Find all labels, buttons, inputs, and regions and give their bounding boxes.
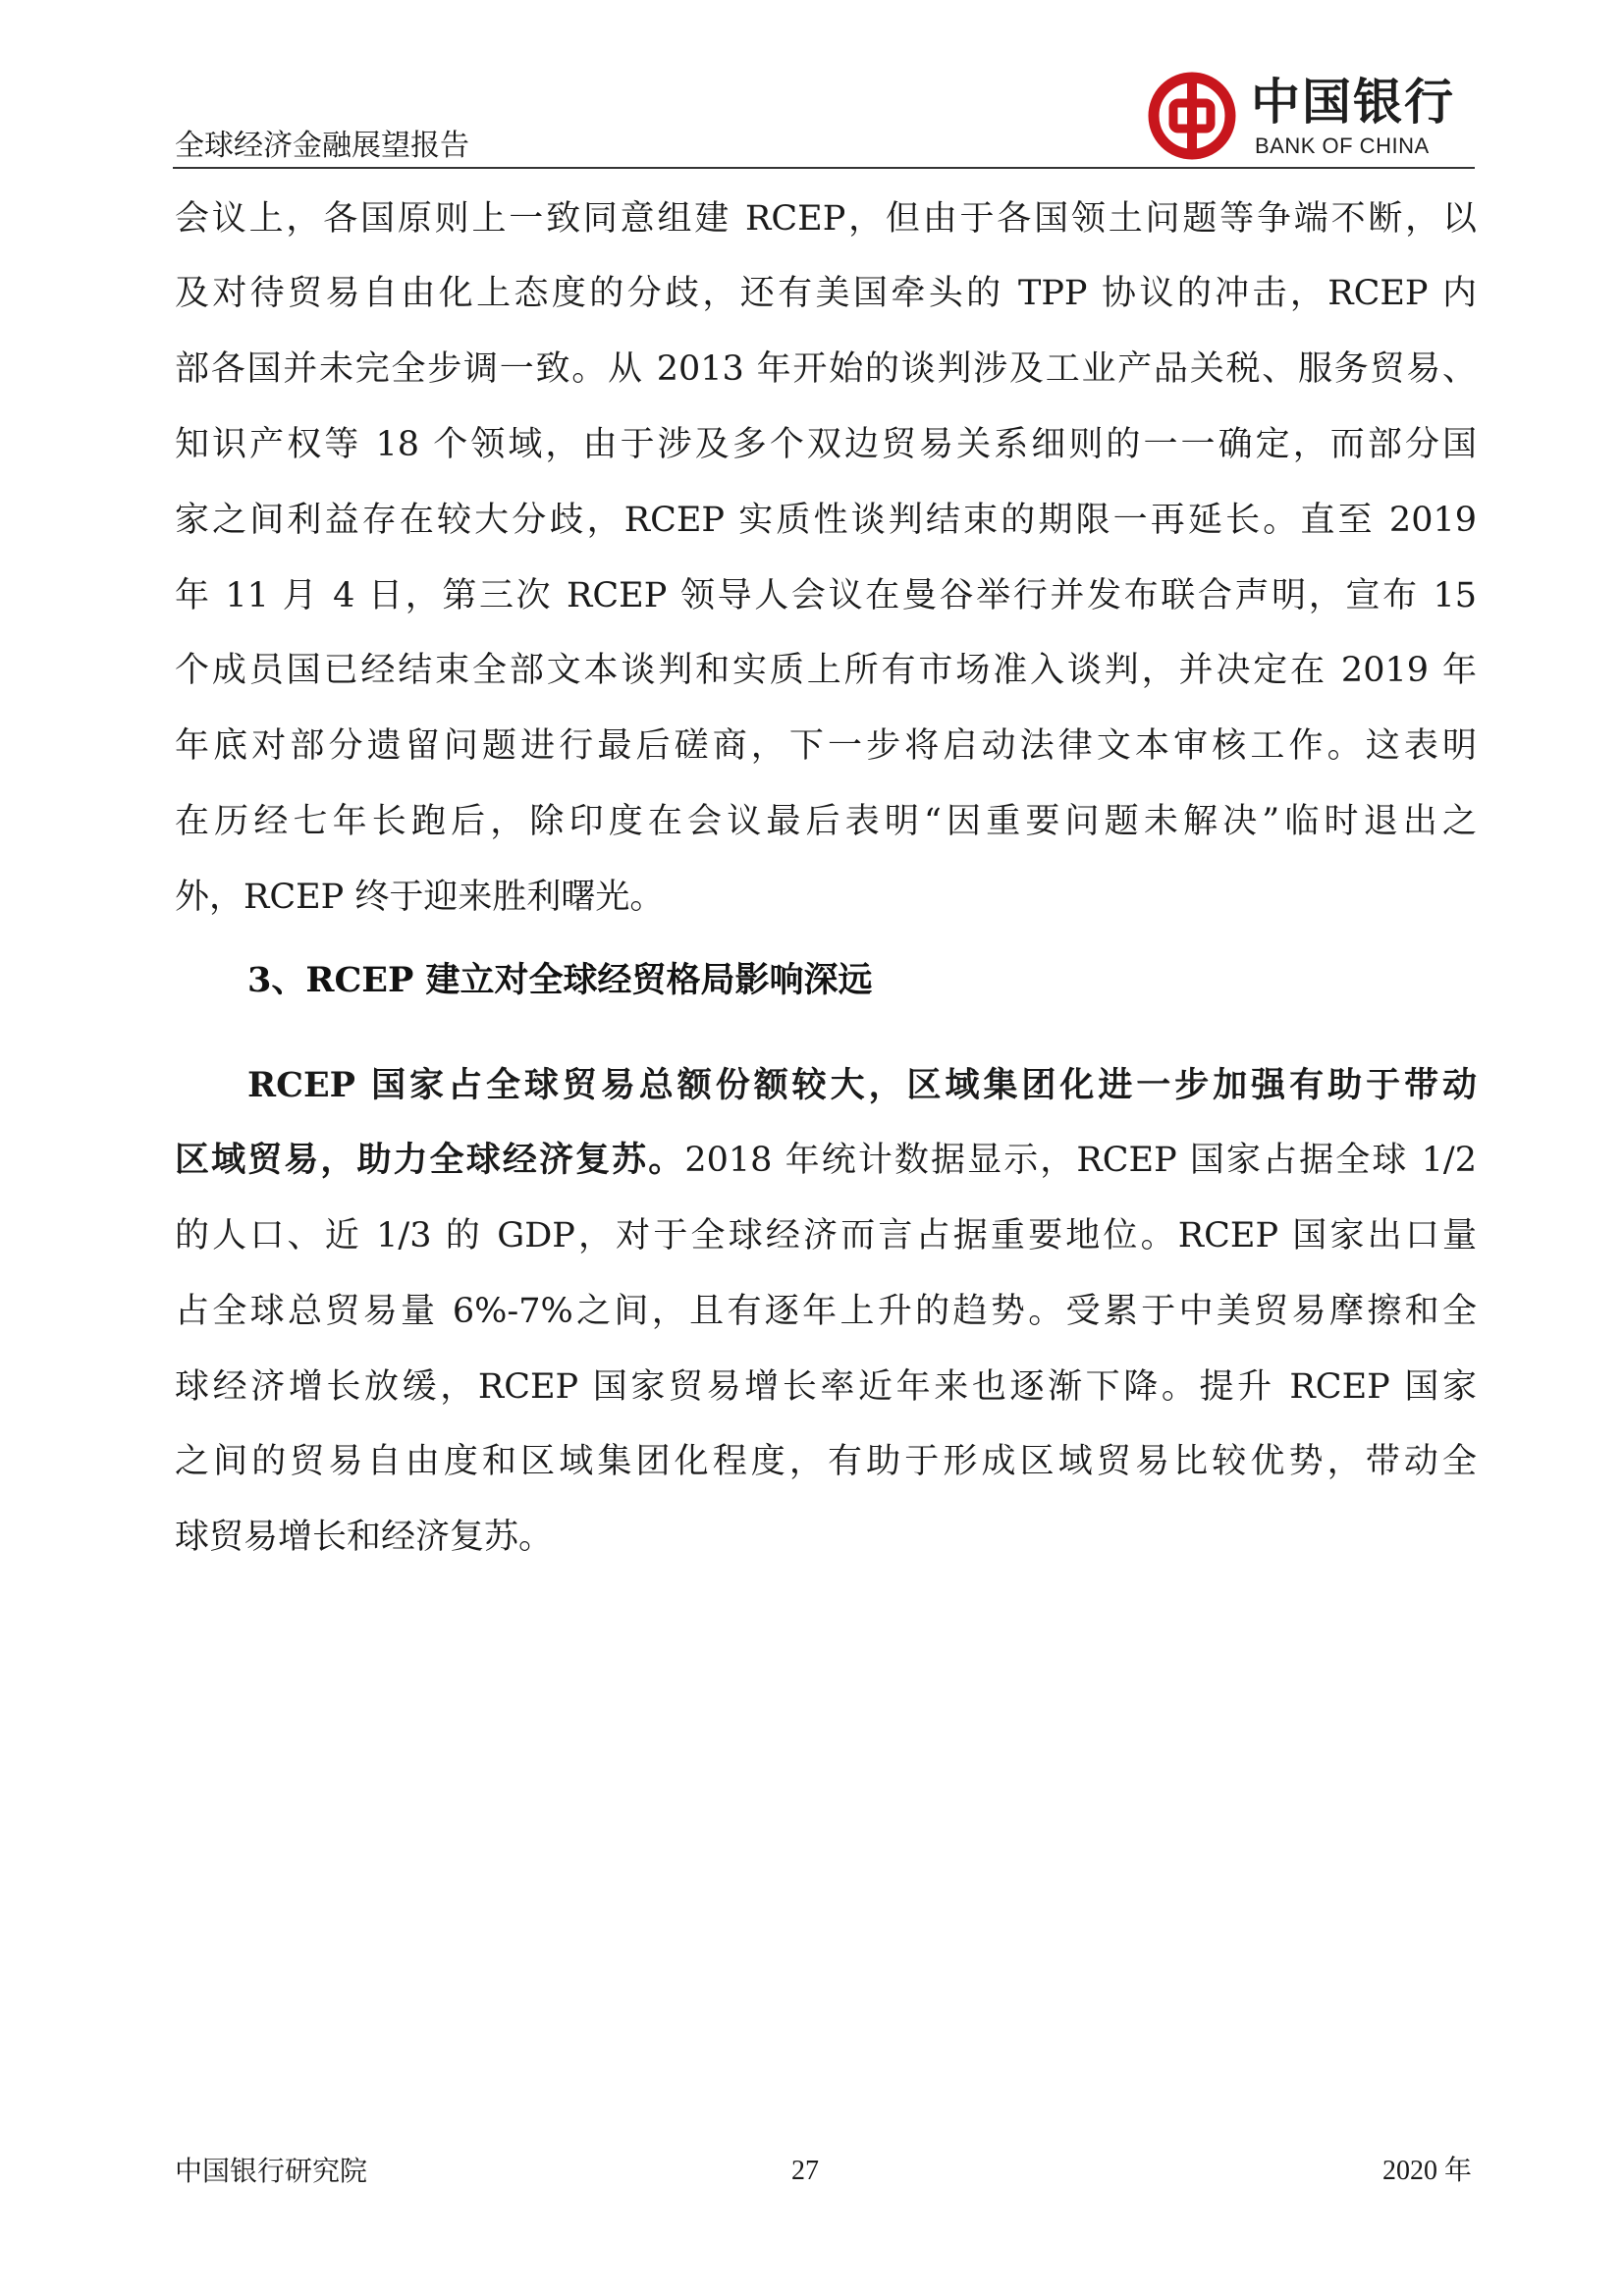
page-number: 27: [791, 2156, 819, 2186]
footer-year: 2020 年: [1382, 2156, 1473, 2186]
paragraph-lead-bold: RCEP 国家占全球贸易总额份额较大，区域集团化进一步加强有助于带动: [247, 1065, 1477, 1105]
paragraph-line: 的人口、近 1/3 的 GDP，对于全球经济而言占据重要地位。RCEP 国家出口量: [175, 1216, 1477, 1255]
paragraph-line: 家之间利益存在较大分歧，RCEP 实质性谈判结束的期限一再延长。直至 2019: [175, 501, 1477, 540]
logo-chinese-name: 中国银行: [1251, 73, 1455, 131]
paragraph-line: [175, 1136, 1477, 1185]
logo-english-name: BANK OF CHINA: [1255, 133, 1430, 158]
paragraph-line: 年 11 月 4 日，第三次 RCEP 领导人会议在曼谷举行并发布联合声明，宣布 15: [175, 576, 1477, 615]
paragraph-line: 及对待贸易自由化上态度的分歧，还有美国牵头的 TPP 协议的冲击，RCEP 内: [175, 274, 1477, 313]
paragraph-line: 会议上，各国原则上一致同意组建 RCEP，但由于各国领土问题等争端不断，以: [175, 199, 1477, 239]
paragraph-line: 部各国并未完全步调一致。从 2013 年开始的谈判涉及工业产品关税、服务贸易、: [175, 349, 1477, 389]
header-divider: [173, 167, 1475, 169]
paragraph-line: 球贸易增长和经济复苏。: [175, 1518, 554, 1557]
report-title: 全球经济金融展望报告: [175, 129, 469, 163]
section-heading: 3、RCEP 建立对全球经贸格局影响深远: [247, 960, 873, 1000]
paragraph-text: 2018 年统计数据显示，RCEP 国家占据全球 1/2: [684, 1141, 1477, 1180]
footer-organization: 中国银行研究院: [175, 2155, 368, 2187]
bank-logo: [1147, 71, 1471, 165]
paragraph-line: 球经济增长放缓，RCEP 国家贸易增长率近年来也逐渐下降。提升 RCEP 国家: [175, 1367, 1477, 1407]
paragraph-line: 年底对部分遗留问题进行最后磋商，下一步将启动法律文本审核工作。这表明: [175, 726, 1477, 766]
paragraph-line: 之间的贸易自由度和区域集团化程度，有助于形成区域贸易比较优势，带动全: [175, 1442, 1477, 1481]
paragraph-line: 知识产权等 18 个领域，由于涉及多个双边贸易关系细则的一一确定，而部分国: [175, 425, 1477, 464]
bank-of-china-emblem-icon: [1147, 71, 1237, 161]
paragraph-lead-bold-end: 区域贸易，助力全球经济复苏。: [175, 1140, 685, 1180]
paragraph-line: 在历经七年长跑后，除印度在会议最后表明“因重要问题未解决”临时退出之: [175, 802, 1477, 841]
paragraph-line: 外，RCEP 终于迎来胜利曙光。: [175, 878, 665, 917]
paragraph-line: 个成员国已经结束全部文本谈判和实质上所有市场准入谈判，并决定在 2019 年: [175, 651, 1477, 690]
paragraph-line: 占全球总贸易量 6%-7%之间，且有逐年上升的趋势。受累于中美贸易摩擦和全: [175, 1292, 1477, 1331]
